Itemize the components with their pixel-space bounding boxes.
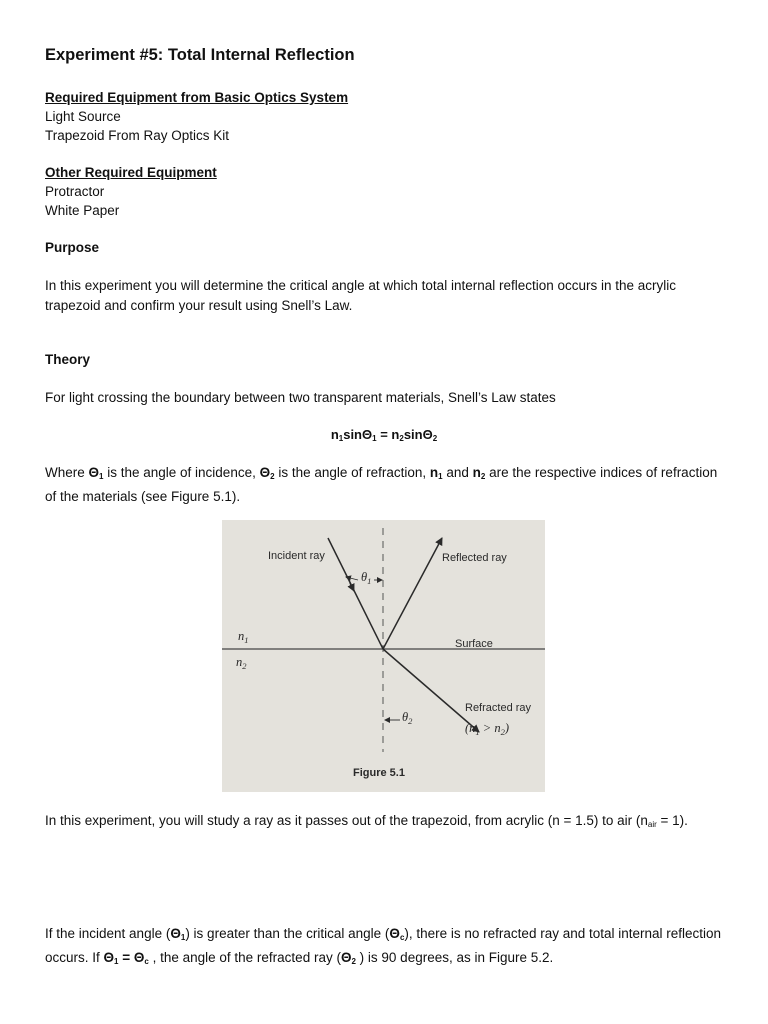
page-title: Experiment #5: Total Internal Reflection bbox=[45, 46, 355, 64]
figure-5-1 bbox=[222, 520, 545, 792]
purpose-text: In this experiment you will determine the critical angle at which total internal reflection occurs in the acrylic trapezoid and confirm your result using Snell’s Law. bbox=[45, 278, 677, 313]
n1-label: $n_1$ bbox=[238, 629, 249, 645]
critical-angle-text: If the incident angle $(\Theta_1)$ is greater than the critical angle $(\Theta_c)$, there is no refracted ray and total internal reflection occurs. If $\Theta_1 = \Theta_c$ , the angle of the refracted ray ($\Theta_2$ ) is 90 degrees, as in Figure 5.2. bbox=[45, 926, 722, 966]
incident-ray bbox=[328, 538, 383, 649]
refraction-condition: $(n_1 > n_2)$ bbox=[465, 721, 510, 737]
theory-where-text: Where $\Theta_1$ is the angle of incidence, $\Theta_2$ is the angle of refraction, $n_1$ and $n_2$ are the respective indices of refraction of the materials (see Figure 5.1). bbox=[45, 465, 718, 504]
theory-heading: Theory bbox=[45, 352, 91, 367]
equipment-item-light-source: Light Source bbox=[45, 109, 121, 124]
refracted-ray-label: Refracted ray bbox=[465, 702, 532, 714]
theory-intro: For light crossing the boundary between two transparent materials, Snell’s Law states bbox=[45, 390, 556, 405]
other-equipment-heading: Other Required Equipment bbox=[45, 165, 217, 180]
surface-label: Surface bbox=[455, 638, 493, 650]
figure-caption: Figure 5.1 bbox=[353, 767, 405, 779]
n2-label: $n_2$ bbox=[236, 655, 247, 671]
refraction-diagram bbox=[222, 520, 545, 792]
incident-ray-arrow bbox=[350, 583, 354, 591]
equipment-item-trapezoid: Trapezoid From Ray Optics Kit bbox=[45, 128, 230, 143]
theta1-label: $\theta_1$ bbox=[361, 570, 372, 586]
refracted-ray bbox=[383, 649, 479, 732]
incident-ray-label: Incident ray bbox=[268, 550, 325, 562]
equipment-item-protractor: Protractor bbox=[45, 184, 105, 199]
reflected-ray bbox=[383, 538, 442, 649]
snells-law-equation: $n_1\sin\Theta_1 = n_2\sin\Theta_2$ bbox=[330, 427, 438, 443]
study-text: In this experiment, you will study a ray as it passes out of the trapezoid, from acrylic (n = 1.5) to air $(n_{air} = 1)$. bbox=[45, 813, 688, 829]
reflected-ray-label: Reflected ray bbox=[442, 552, 507, 564]
theta2-label: $\theta_2$ bbox=[402, 710, 413, 726]
purpose-heading: Purpose bbox=[45, 240, 100, 255]
required-equipment-heading: Required Equipment from Basic Optics System bbox=[45, 90, 349, 105]
equipment-item-white-paper: White Paper bbox=[45, 203, 120, 218]
